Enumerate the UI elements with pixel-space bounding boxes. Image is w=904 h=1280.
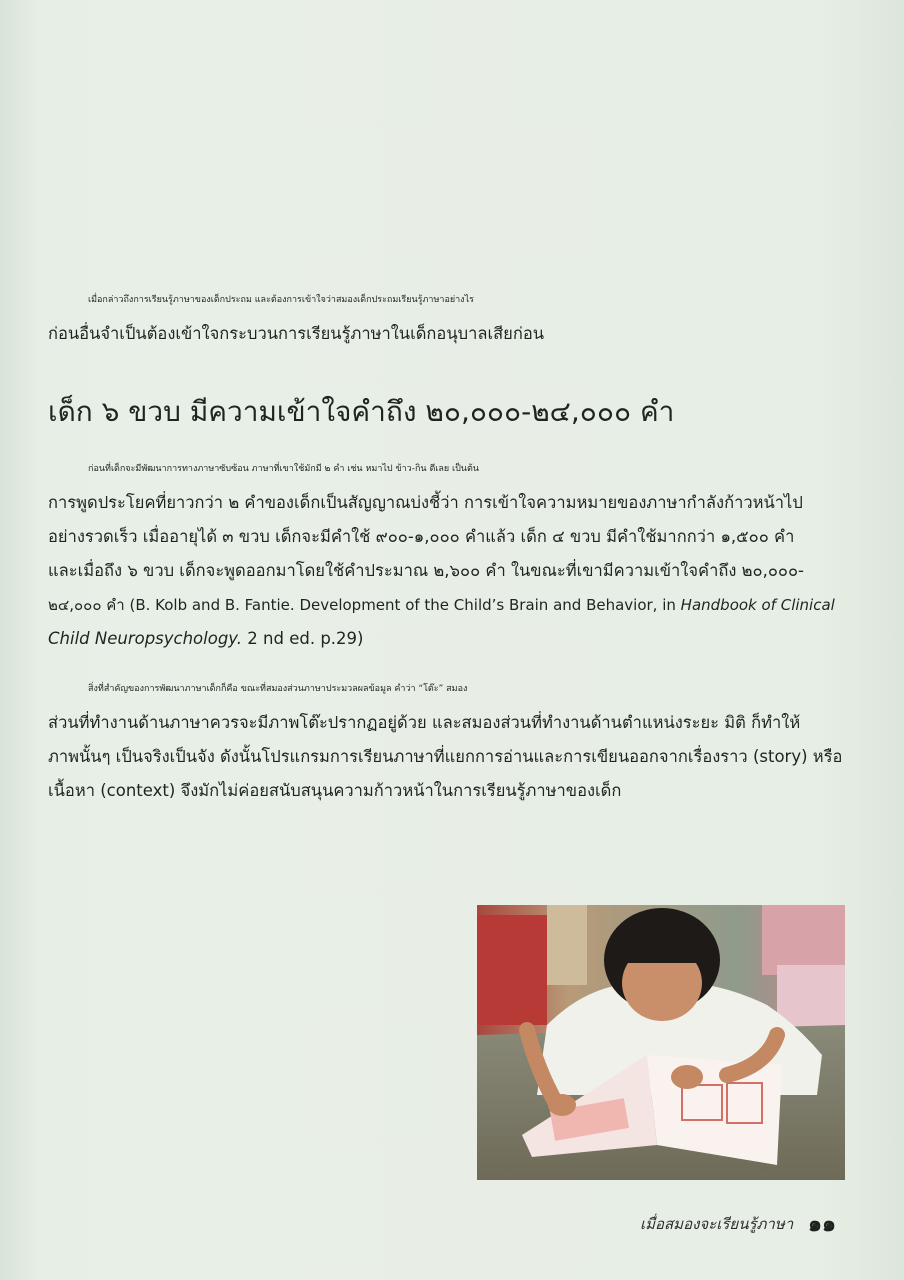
- text-line: [48, 622, 854, 656]
- text-line: ก่อนอื่นจำเป็นต้องเข้าใจกระบวนการเรียนรู้ภาษาในเด็กอนุบาลเสียก่อน: [48, 324, 545, 343]
- text-line: การพูดประโยคที่ยาวกว่า ๒ คำของเด็กเป็นสัญญาณบ่งชี้ว่า การเข้าใจความหมายของภาษากำลังก้าวหน้าไป: [48, 493, 803, 512]
- vocabulary-paragraph: [48, 452, 854, 656]
- brain-paragraph: [48, 672, 854, 808]
- text-line: อย่างรวดเร็ว เมื่ออายุได้ ๓ ขวบ เด็กจะมีคำใช้ ๙๐๐-๑,๐๐๐ คำแล้ว เด็ก ๔ ขวบ มีคำใช้มากกว่า ๑,๕๐๐ คำ: [48, 527, 795, 546]
- text-line: เมื่อกล่าวถึงการเรียนรู้ภาษาของเด็กประถม และต้องการเข้าใจว่าสมองเด็กประถมเรียนรู้ภาษาอย่างไร: [88, 295, 474, 305]
- page-number: ๑๑: [808, 1212, 836, 1237]
- text-line: สิ่งที่สำคัญของการพัฒนาภาษาเด็กก็คือ ขณะที่สมองส่วนภาษาประมวลผลข้อมูล คำว่า “โต๊ะ” สมอง: [88, 684, 468, 694]
- citation-edition: 2 nd ed. p.29): [242, 629, 364, 648]
- footer-book-title: เมื่อสมองจะเรียนรู้ภาษา: [640, 1215, 794, 1233]
- photo-illustration: [477, 905, 845, 1180]
- intro-paragraph: [48, 283, 854, 351]
- section-heading: เด็ก ๖ ขวบ มีความเข้าใจคำถึง ๒๐,๐๐๐-๒๔,๐๐๐ คำ: [48, 395, 675, 428]
- text-line: เนื้อหา (context) จึงมักไม่ค่อยสนับสนุนความก้าวหน้าในการเรียนรู้ภาษาของเด็ก: [48, 781, 622, 800]
- child-reading-photo: [477, 905, 845, 1180]
- text-line: [48, 588, 854, 622]
- citation-book-title-cont: Child Neuropsychology.: [48, 629, 243, 648]
- text-line: และเมื่อถึง ๖ ขวบ เด็กจะพูดออกมาโดยใช้คำประมาณ ๒,๖๐๐ คำ ในขณะที่เขามีความเข้าใจคำถึง ๒๐,๐๐๐-: [48, 561, 804, 580]
- citation-text: ๒๔,๐๐๐ คำ (B. Kolb and B. Fantie. Development of the Child’s Brain and Behavior, in: [48, 596, 681, 614]
- text-line: ภาพนั้นๆ เป็นจริงเป็นจัง ดังนั้นโปรแกรมการเรียนภาษาที่แยกการอ่านและการเขียนออกจากเรื่องราว (story) หรือ: [48, 747, 843, 766]
- text-line: ส่วนที่ทำงานด้านภาษาควรจะมีภาพโต๊ะปรากฏอยู่ด้วย และสมองส่วนที่ทำงานด้านตำแหน่งระยะ มิติ ก็ทำให้: [48, 713, 801, 732]
- text-line: ก่อนที่เด็กจะมีพัฒนาการทางภาษาซับซ้อน ภาษาที่เขาใช้มักมี ๒ คำ เช่น หมาไป ข้าว-กิน ตีเลย เป็นต้น: [88, 464, 479, 474]
- citation-book-title: Handbook of Clinical: [680, 596, 835, 614]
